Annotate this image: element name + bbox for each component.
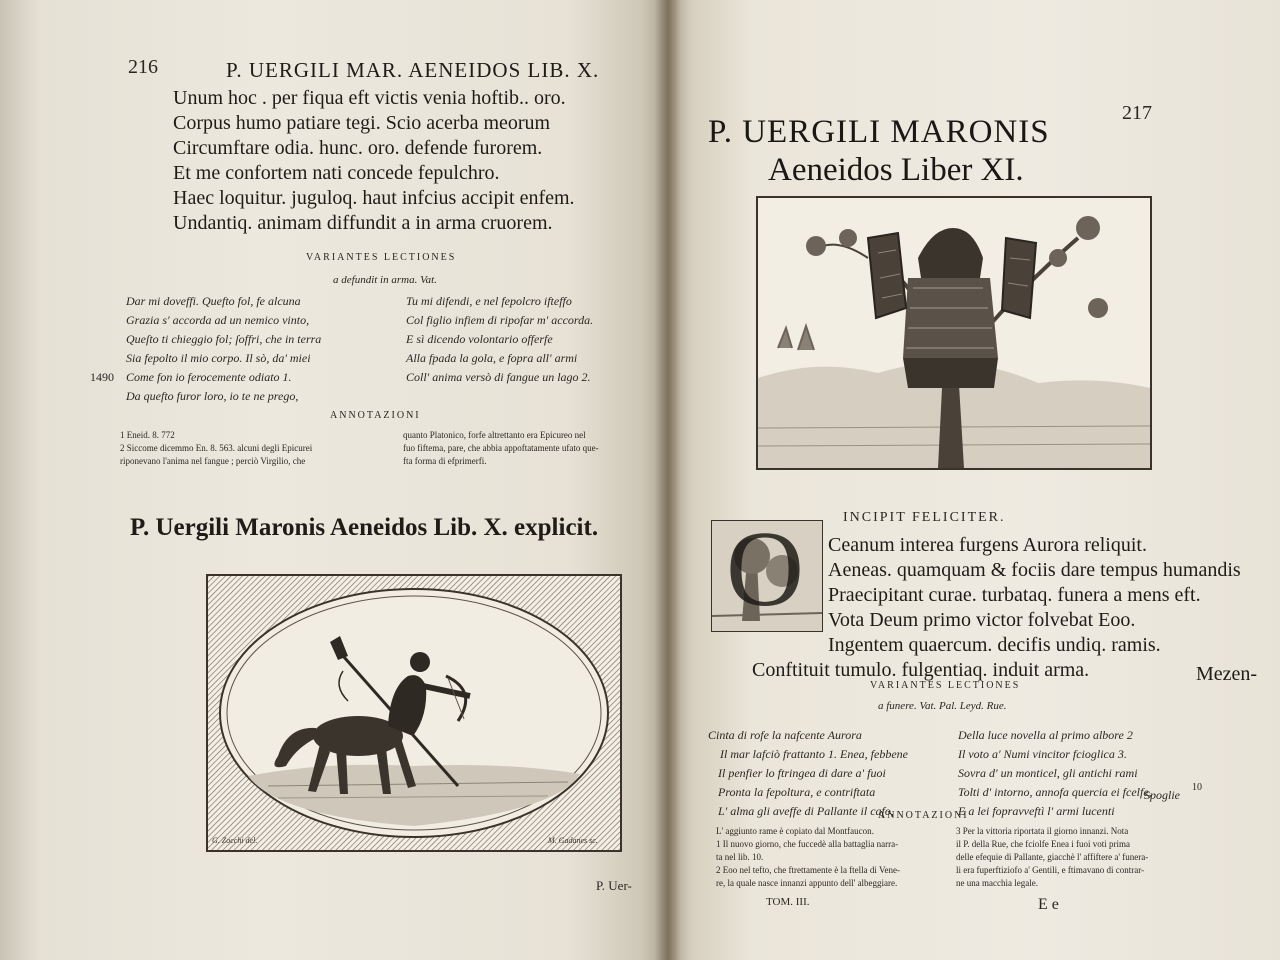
page-number: 216 (128, 56, 158, 78)
translation-line: Il penfier lo ftringea di dare a' fuoi (718, 766, 886, 780)
verse-line: Praecipitant curae. turbataq. funera a mens eft. (828, 584, 1201, 606)
annotation-line: delle efequie di Pallante, giacchè l' affiftere a' funera- (956, 852, 1149, 862)
translation-line: Tu mi difendi, e nel fepolcro ifteffo (406, 294, 572, 308)
book-gutter (655, 0, 681, 960)
verse-line: Et me confortem nati concede fepulchro. (173, 162, 500, 184)
annotation-line: il P. della Rue, che fciolfe Enea i fuoi voti prima (956, 839, 1130, 849)
verse-line: Vota Deum primo victor folvebat Eoo. (828, 609, 1136, 631)
volume-signature: TOM. III. (766, 896, 810, 908)
translation-line: Tolti d' intorno, annofa quercia ei fcelfe, (958, 785, 1152, 799)
initial-letter: O (726, 510, 804, 629)
annotation-line: 2 Eoo nel tefto, che ftrettamente è la ftella di Vene- (716, 865, 901, 875)
annotation-line: quanto Platonico, forfe altrettanto era Epicureo nel (403, 430, 586, 440)
line-number: 1490 (90, 370, 114, 384)
annotation-line: L' aggiunto rame è copiato dal Montfaucon. (716, 826, 874, 836)
translation-line: Alla fpada la gola, e fopra all' armi (406, 351, 578, 365)
translation-line: Da quefto furor loro, io te ne prego, (126, 389, 299, 403)
verse-line: Ceanum interea furgens Aurora reliquit. (828, 534, 1147, 556)
translation-line: Sia fepolto il mio corpo. Il sò, da' miei (126, 351, 311, 365)
verse-line: Circumftare odia. hunc. oro. defende furorem. (173, 137, 543, 159)
book-title-line1: P. UERGILI MARONIS (708, 114, 1050, 150)
catch-verse: Mezen- (1196, 663, 1258, 685)
catchword: E e (1038, 896, 1059, 913)
line-number: 10 (1192, 782, 1202, 793)
trophy-illustration (758, 198, 1150, 468)
explicit-title: P. Uergili Maronis Aeneidos Lib. X. explicit. (130, 514, 599, 541)
annotation-line: 1 Eneid. 8. 772 (120, 430, 175, 440)
annotation-line: re, la quale nasce innanzi appunto dell' albeggiare. (716, 878, 898, 888)
verse-line: Haec loquitur. juguloq. haut infcius accipit enfem. (173, 187, 575, 209)
translation-line: E a lei fopravveftì l' armi lucenti (958, 804, 1115, 818)
catchword: P. Uer- (596, 878, 632, 893)
annotations-heading: ANNOTAZIONI (330, 410, 421, 421)
translation-line: Sovra d' un monticel, gli antichi rami (958, 766, 1138, 780)
translation-line: Grazia s' accorda ad un nemico vinto, (126, 313, 310, 327)
verse-line: Unum hoc . per fiqua eft victis venia hoftib.. oro. (173, 87, 566, 109)
translation-line: Della luce novella al primo albore 2 (958, 728, 1133, 742)
variants-note: a defundit in arma. Vat. (333, 274, 437, 286)
plate-signature-right: M. Gadanes sc. (548, 836, 598, 845)
translation-line: L' alma gli aveffe di Pallante il cafo, (718, 804, 894, 818)
annotation-line: 1 Il nuovo giorno, che fuccedè alla battaglia narra- (716, 839, 899, 849)
verse-line: Ingentem quaercum. decifis undiq. ramis. (828, 634, 1161, 656)
annotation-line: 2 Siccome dicemmo En. 8. 563. alcuni degli Epicurei (120, 443, 313, 453)
translation-line: Pronta la fepoltura, e contriftata (718, 785, 876, 799)
centaur-illustration (208, 576, 620, 850)
translation-line: Coll' anima versò di fangue un lago 2. (406, 370, 591, 384)
variants-note: a funere. Vat. Pal. Leyd. Rue. (878, 700, 1007, 712)
annotation-line: fta forma di efprimerfi. (403, 456, 487, 466)
translation-line: Come fon io ferocemente odiato 1. (126, 370, 292, 384)
verse-line: Corpus humo patiare tegi. Scio acerba meorum (173, 112, 551, 134)
translation-line: Il mar lafciò frattanto 1. Enea, febbene (720, 747, 908, 761)
translation-line: Dar mi doveffi. Quefto fol, fe alcuna (126, 294, 301, 308)
incipit: INCIPIT FELICITER. (843, 510, 1006, 525)
translation-line: Col figlio infiem di ripofar m' accorda. (406, 313, 594, 327)
right-page (668, 0, 1280, 960)
annotation-line: li era fuperftiziofo a' Gentili, e ftimavano di contrar- (956, 865, 1145, 875)
running-head: P. UERGILI MAR. AENEIDOS LIB. X. (226, 58, 600, 82)
verse-line: Undantiq. animam diffundit a in arma cruorem. (173, 212, 553, 234)
book-title-line2: Aeneidos Liber XI. (768, 152, 1024, 188)
variants-heading: VARIANTES LECTIONES (306, 252, 457, 263)
annotation-line: 3 Per la vittoria riportata il giorno innanzi. Nota (956, 826, 1129, 836)
annotation-line: ta nel lib. 10. (716, 852, 764, 862)
annotation-line: ne una macchia legale. (956, 878, 1038, 888)
annotations-heading: ANNOTAZIONI (878, 810, 969, 821)
translation-line: Queſto ti chieggio fol; ſoffri, che in terra (126, 332, 322, 346)
translation-line: E sì dicendo volontario offerfe (406, 332, 553, 346)
translation-line: Cinta di rofe la nafcente Aurora (708, 728, 862, 742)
annotation-line: riponevano l'anima nel fangue ; perciò Virgilio, che (120, 456, 306, 466)
page-number: 217 (1122, 102, 1152, 124)
spoglie-catchword: Spoglie (1144, 788, 1180, 802)
translation-line: Il voto a' Numi vincitor fcioglica 3. (958, 747, 1127, 761)
verse-line: Conftituit tumulo. fulgentiaq. induit arma. (752, 659, 1090, 681)
centaur-engraving (206, 574, 622, 852)
verse-line: Aeneas. quamquam & fociis dare tempus humandis (828, 559, 1241, 581)
annotation-line: fuo fiftema, pare, che abbia appoftatamente ufato que- (403, 443, 599, 453)
decorated-initial (711, 510, 823, 632)
variants-heading: VARIANTES LECTIONES (870, 680, 1021, 691)
armor-trophy-engraving (756, 196, 1152, 470)
plate-signature-left: G. Zocchi del. (212, 836, 258, 845)
